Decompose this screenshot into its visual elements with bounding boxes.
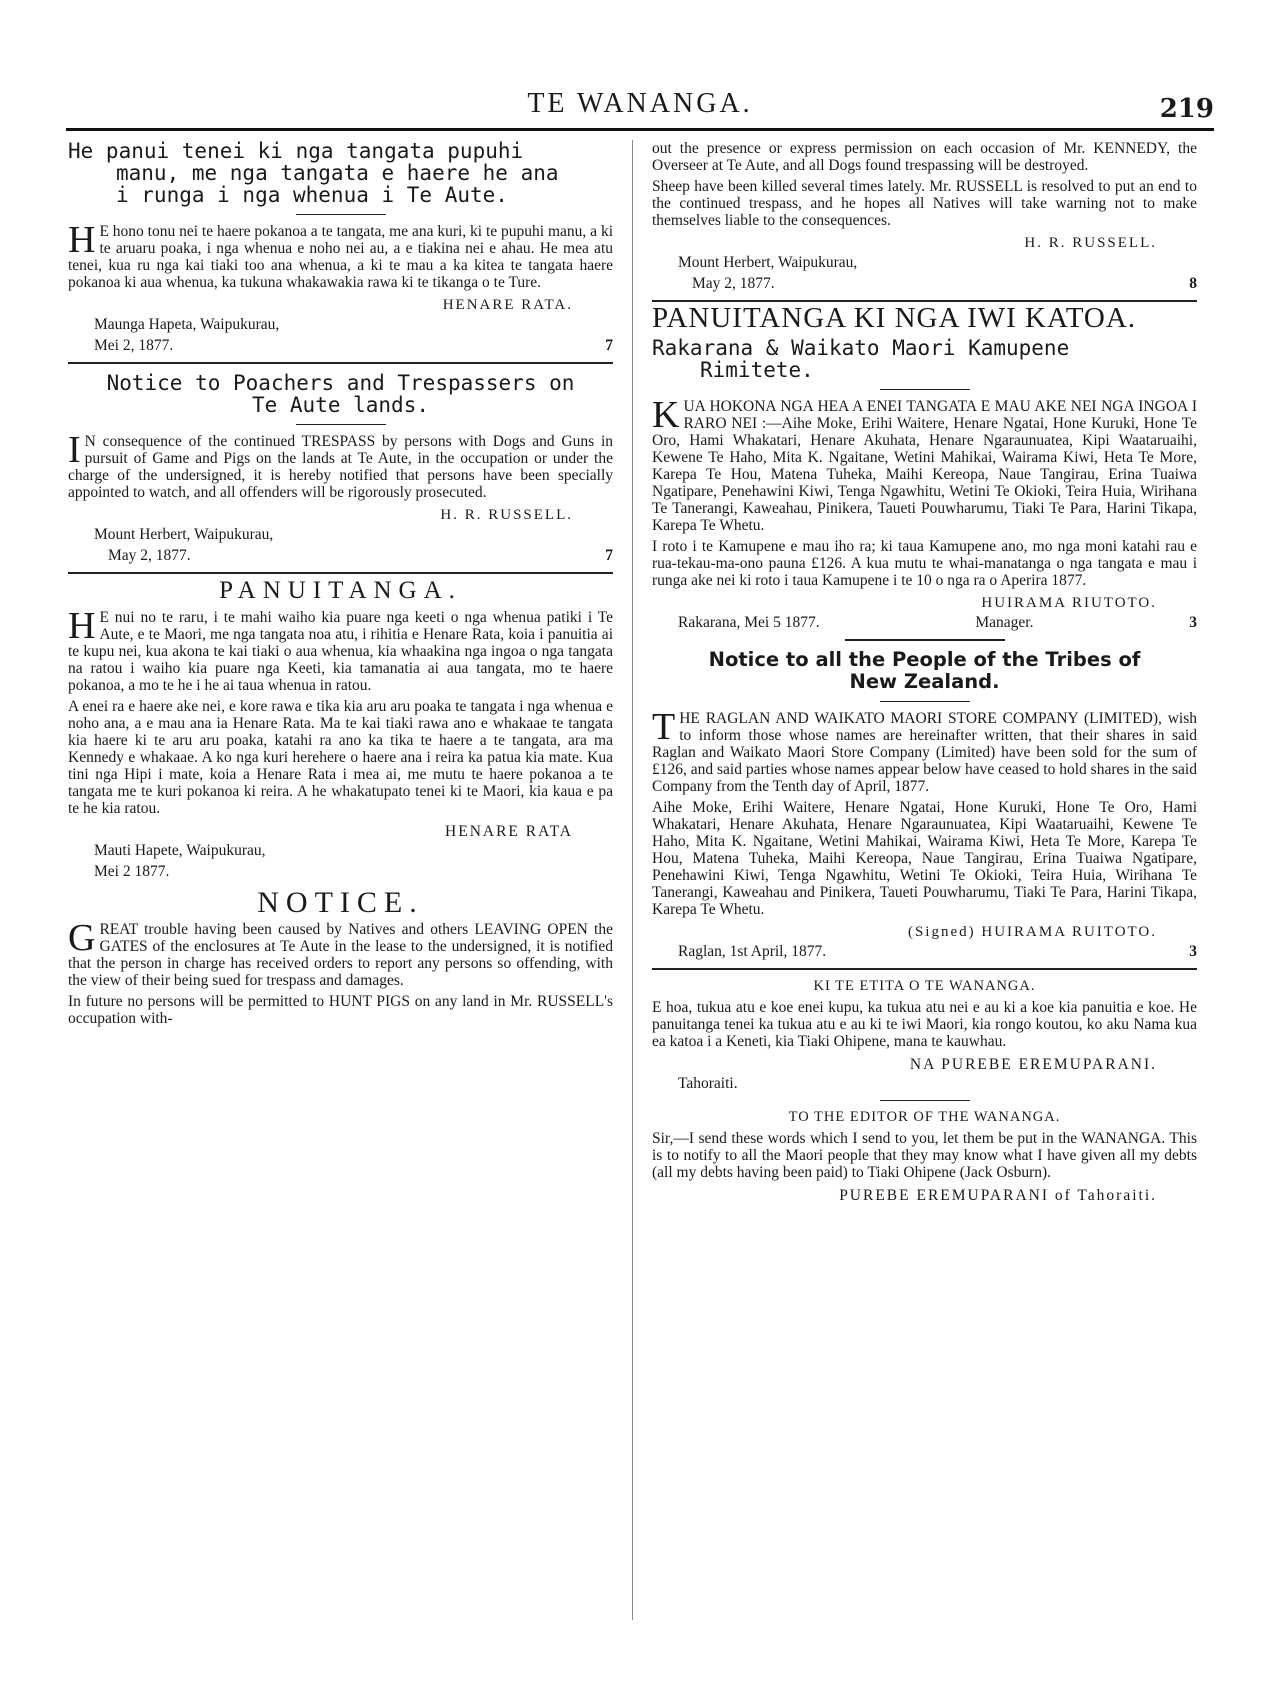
heading-line: Te Aute lands.: [251, 393, 429, 417]
dateline-place: Mount Herbert, Waipukurau,: [94, 526, 274, 543]
heading-line: Rakarana & Waikato Maori Kamupene: [652, 336, 1070, 360]
dateline-place: Tahoraiti.: [678, 1075, 738, 1092]
signature: H. R. RUSSELL.: [1024, 235, 1157, 251]
divider: [68, 572, 613, 574]
body-text: REAT trouble having been caused by Natives and others LEAVING OPEN the GATES of the enclosures at Te Aute in the lease to the undersigned, it is notified that the person in charge has received orders to report any persons so offending, with the view of their being sued for trespass and damages.: [68, 921, 613, 989]
dateline-place: Raglan, 1st April, 1877.: [678, 943, 827, 960]
divider: [880, 389, 970, 390]
dateline-date: May 2, 1877.: [108, 547, 191, 564]
drop-cap: K: [652, 394, 680, 436]
heading-line: He panui tenei ki nga tangata pupuhi: [68, 139, 524, 163]
article-maori-notice-te-aute: [68, 140, 613, 354]
heading-line: Notice to all the People of the Tribes of: [708, 648, 1141, 671]
dateline-date: Mei 2 1877.: [94, 863, 170, 880]
article-notice-to-poachers: [68, 372, 613, 564]
divider: [68, 362, 613, 364]
signature: NA PUREBE EREMUPARANI.: [909, 1056, 1157, 1073]
article-heading: [652, 649, 1197, 693]
body-text: E hono tonu nei te haere pokanoa a te tangata, me ana kuri, ki te pupuhi manu, a ki te aruaru poaka, i nga whenua e noho nei au, a e tiakina nei e ahau. He mea atu tenei, kua ru nga kai tiaki too ana whenua, a ki te mau a ka kitea te tangata haere pokanoa ki aua whenua, ka tukuna whakawakia rawa ki te tikanga o te Ture.: [68, 223, 613, 291]
heading-line: i runga i nga whenua i Te Aute.: [116, 183, 508, 207]
article-subheading: [652, 337, 1197, 381]
heading-line: Notice to Poachers and Trespassers on: [106, 371, 575, 395]
article-panuitanga-iwi-katoa: [652, 302, 1197, 631]
signature: HENARE RATA: [445, 823, 573, 840]
dateline-place: Mauti Hapete, Waipukurau,: [94, 842, 266, 859]
article-body: Sheep have been killed several times lately. Mr. RUSSELL is resolved to put an end to the continued trespass, and he hopes all Natives will take warning not to make themselves liable to the consequences.: [652, 178, 1197, 229]
signature: PUREBE EREMUPARANI of Tahoraiti.: [839, 1187, 1157, 1204]
signature: (Signed) HUIRAMA RUITOTO.: [907, 924, 1157, 940]
letter-heading: KI TE ETITA O TE WANANGA.: [813, 978, 1036, 994]
article-body: Aihe Moke, Erihi Waitere, Henare Ngatai, Hone Kuruki, Hone Te Oro, Hami Whakatari, Henare Akuhata, Henare Ngaraunuatea, Kipi Waataruaihi, Kewene Te Haho, Mita K. Ngaitane, Wetini Mahikai, Wairama Kiwi, Heta Te More, Karepa Te Hou, Matena Tuheka, Maihi Kereopa, Naue Tangirau, Erina Tuaiwa Ngatipare, Penehawini Kiwi, Tenga Ngawhitu, Wetini Te Okioki, Teira Huia, Wirihana Te Tanerangi, Kaweahau and Pinikera, Taueti Pouwharumu, Tiaki Te Para, Harini Tikapa, Karepa Te Whetu.: [652, 799, 1197, 918]
insertion-number: 8: [1189, 275, 1197, 292]
divider: [880, 701, 970, 702]
article-heading: [68, 372, 613, 416]
article-notice: [68, 886, 613, 1027]
article-body: In future no persons will be permitted to HUNT PIGS on any land in Mr. RUSSELL's occupation with-: [68, 993, 613, 1027]
article-body: [652, 394, 1197, 534]
newspaper-title: TE WANANGA.: [527, 88, 753, 119]
drop-cap: G: [68, 917, 96, 959]
left-column: [68, 140, 613, 1031]
article-body: out the presence or express permission on each occasion of Mr. KENNEDY, the Overseer at Te Aute, and all Dogs found trespassing will be destroyed.: [652, 140, 1197, 174]
divider: [880, 1100, 970, 1101]
letter-body: E hoa, tukua atu e koe enei kupu, ka tukua atu nei e au ki a koe kia panuitia e koe. He panuitanga tenei ka tukua atu e au ki te iwi Maori, kia rongo koutou, ko aku Nama kua ea katoa i a Keneti, kia Tiaki Ohipene, mana te kauwhau.: [652, 999, 1197, 1050]
article-body: I roto i te Kamupene e mau iho ra; ki taua Kamupene ano, mo nga moni katahi rau e rua-tekau-ma-ono pauna £126. A kua mutu te whai-manatanga o nga tangata e mau i runga ake nei ki roto i taua Kamupene i te 10 o nga ra o Aperira 1877.: [652, 538, 1197, 589]
insertion-number: 3: [1189, 614, 1197, 631]
article-heading: [68, 140, 613, 206]
article-heading: PANUITANGA.: [219, 577, 462, 604]
page-number: 219: [1159, 94, 1214, 124]
signature: H. R. RUSSELL.: [440, 507, 573, 523]
dateline-place: Mount Herbert, Waipukurau,: [678, 254, 858, 271]
dateline-date: Mei 2, 1877.: [94, 337, 174, 354]
drop-cap: H: [68, 605, 96, 647]
body-text: N consequence of the continued TRESPASS by persons with Dogs and Guns in pursuit of Game and Pigs on the lands at Te Aute, in the occupation or under the charge of the undersigned, it is hereby notified that persons have been specially appointed to watch, and all offenders will be rigorously prosecuted.: [68, 433, 613, 501]
article-heading: NOTICE.: [257, 886, 424, 919]
article-panuitanga: [68, 577, 613, 880]
insertion-number: 7: [605, 337, 613, 354]
divider: [296, 424, 386, 425]
divider: [652, 968, 1197, 970]
letter-body: Sir,—I send these words which I send to you, let them be put in the WANANGA. This is to notify to all the Maori people that they may know what I have given all my debts (all my debts having been paid) to Tiaki Ohipene (Jack Osburn).: [652, 1130, 1197, 1181]
drop-cap: H: [68, 219, 96, 261]
drop-cap: T: [652, 706, 676, 748]
divider: [296, 214, 386, 215]
letter-ki-te-etita: [652, 978, 1197, 1092]
dateline-place: Maunga Hapeta, Waipukurau,: [94, 316, 280, 333]
article-body: A enei ra e haere ake nei, e kore rawa e tika kia aru aru poaka te tangata i nga whenua e noho ana, a e mau ana ia Henare Rata. Ma te kai tiaki rawa ano e whakaae te tangata kia haere ki te aru aru poaka, katahi ra ano ka tika te haere a te tangata, ara ma Kennedy e whakaae. A ko nga kuri herehere o haere ana i reira ka patua kia mate. Kua tini nga Hipi i mate, koia a Henare Rata i mea ai, me mutu te haere pokanoa a te tangata me te kuri pokanoa ki reira. A he whakatupato tenei ki te Maori, kia kaua e pa te he kia ratou.: [68, 698, 613, 817]
body-text: UA HOKONA NGA HEA A ENEI TANGATA E MAU AKE NEI NGA INGOA I RARO NEI :—Aihe Moke, Erihi Waitere, Henare Ngatai, Hone Kuruki, Hone Te Oro, Hami Whakatari, Henare Akuhata, Henare Ngaraunuatea, Kipi Waataruaihi, Kewene Te Haho, Mita K. Ngaitane, Wetini Mahikai, Wairama Kiwi, Heta Te More, Karepa Te Hou, Matena Tuheka, Maihi Kereopa, Naue Tangirau, Erina Tuaiwa Ngatipare, Penehawini Kiwi, Tenga Ngawhitu, Wetini Te Okioki, Teira Huia, Wirihana Te Tanerangi, Kaweahau, Pinikera, Taueti Pouwharumu, Tiaki Te Para, Harini Tikapa, Karepa Te Whetu.: [652, 398, 1197, 534]
right-column: [652, 140, 1197, 1206]
article-body: [68, 605, 613, 694]
body-text: E nui no te raru, i te mahi waiho kia puare nga keeti o nga whenua patiki i Te Aute, e te Maori, me nga tangata noa atu, i rihitia e Henare Rata, koia i panuitia ai te kupu nei, kua akona te kai tiaki o aua whenua, kia whaakina nga ingoa o nga tangata na ratou i waiho kia puare nga Keeti, kia tamanatia ai aua tangata, mo te haere pokanoa, a mo te he i he ai taua whenua in ratou.: [68, 609, 613, 694]
heading-line: manu, me nga tangata e haere he ana: [116, 161, 559, 185]
dateline-place: Rakarana, Mei 5 1877.: [678, 614, 820, 631]
letter-heading: TO THE EDITOR OF THE WANANGA.: [788, 1109, 1061, 1125]
article-body: [68, 917, 613, 989]
insertion-number: 7: [605, 547, 613, 564]
article-notice-to-tribes: [652, 649, 1197, 960]
article-body: [68, 219, 613, 291]
drop-cap: I: [68, 429, 81, 471]
signature: HUIRAMA RIUTOTO.: [981, 595, 1157, 611]
body-text: HE RAGLAN AND WAIKATO MAORI STORE COMPANY (LIMITED), wish to inform those whose names are hereinafter written, that their shares in said Raglan and Waikato Maori Store Company (Limited) have been sold for the sum of £126, and said parties whose names appear below have ceased to hold shares in the said Company from the Tenth day of April, 1877.: [652, 710, 1197, 795]
article-body: [68, 429, 613, 501]
insertion-number: 3: [1189, 943, 1197, 960]
article-body: [652, 706, 1197, 795]
divider: [845, 639, 1005, 641]
article-heading: PANUITANGA KI NGA IWI KATOA.: [652, 302, 1137, 334]
letter-to-the-editor: [652, 1109, 1197, 1204]
heading-line: New Zealand.: [849, 670, 1000, 693]
column-divider: [632, 140, 633, 1620]
article-notice-continued: [652, 140, 1197, 292]
signatory-role: Manager.: [975, 614, 1034, 631]
signature: HENARE RATA.: [442, 297, 573, 313]
masthead: [66, 88, 1214, 131]
heading-line: Rimitete.: [700, 358, 814, 382]
dateline-date: May 2, 1877.: [692, 275, 775, 292]
